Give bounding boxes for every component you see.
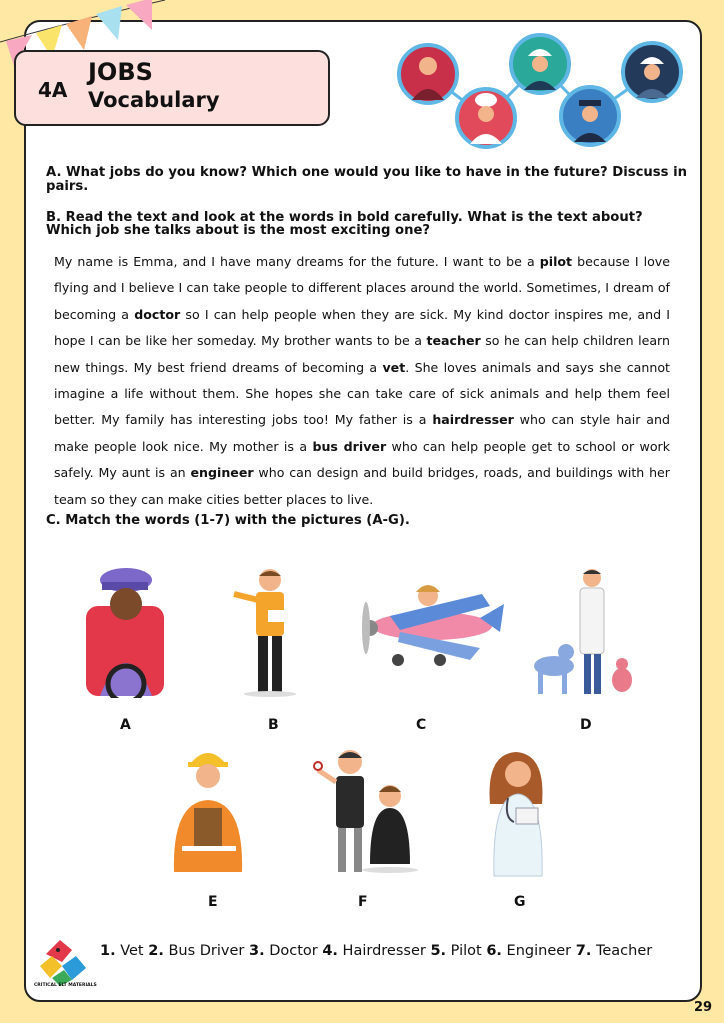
logo-text: CRITICAL ELT MATERIALS bbox=[34, 983, 97, 988]
bold-word-engineer: engineer bbox=[190, 465, 254, 481]
picture-label-b: B bbox=[268, 717, 279, 733]
picture-g-doctor bbox=[480, 744, 552, 878]
picture-f-hairdresser bbox=[310, 746, 422, 874]
reading-text: My name is Emma, and I have many dreams for the future. I want to be a pilot because I love flying and I believe I can take people to different places around the world. Sometimes, I dream of becoming a doctor so I can help people when they are sick. My kind doctor inspires me, and I hope I can be like her someday. My brother wants to be a teacher so he can help children learn new things. My best friend dreams of becoming a vet. She loves animals and says she cannot imagine a life without them. She hopes she can take care of sick animals and help them feel better. My family has interesting jobs too! My father is a hairdresser who can style hair and make people look nice. My mother is a bus driver who can help people get to school or work safely. My aunt is an engineer who can design and build bridges, roads, and buildings with her team so they can make cities better places to live. bbox=[54, 254, 670, 507]
picture-label-d: D bbox=[580, 717, 592, 733]
picture-label-c: C bbox=[416, 717, 427, 733]
bold-word-doctor: doctor bbox=[134, 306, 181, 322]
question-a: A. What jobs do you know? Which one would you like to have in the future? Discuss in pairs. bbox=[46, 165, 687, 194]
unit-code: 4A bbox=[38, 78, 68, 102]
picture-c-pilot bbox=[340, 570, 506, 674]
picture-label-a: A bbox=[120, 717, 131, 733]
question-b-line2: Which job she talks about is the most exciting one? bbox=[46, 223, 431, 238]
avatar-woman-icon bbox=[399, 45, 457, 103]
page-title: JOBS bbox=[88, 58, 153, 86]
picture-e-engineer bbox=[168, 746, 250, 874]
question-b-line1: B. Read the text and look at the words in bold carefully. What is the text about? bbox=[46, 210, 643, 225]
bold-word-vet: vet bbox=[382, 359, 406, 375]
avatar-chef-icon bbox=[457, 89, 515, 147]
critical-elt-logo-icon bbox=[32, 932, 92, 990]
page-subtitle: Vocabulary bbox=[88, 88, 220, 112]
job-avatars-illustration bbox=[390, 28, 690, 152]
picture-b-teacher bbox=[228, 566, 302, 698]
avatar-engineer-icon bbox=[511, 35, 569, 93]
unit-title-box bbox=[14, 50, 330, 126]
picture-label-e: E bbox=[208, 894, 218, 910]
answer-word-list: 1. Vet 2. Bus Driver 3. Doctor 4. Hairdresser 5. Pilot 6. Engineer 7. Teacher bbox=[100, 943, 653, 959]
picture-a-bus-driver bbox=[80, 566, 170, 698]
picture-label-f: F bbox=[358, 894, 368, 910]
picture-label-g: G bbox=[514, 894, 526, 910]
bold-word-bus-driver: bus driver bbox=[312, 438, 387, 454]
bold-word-teacher: teacher bbox=[426, 333, 481, 349]
picture-d-vet bbox=[526, 566, 636, 698]
page-number: 29 bbox=[694, 1000, 713, 1015]
bold-word-pilot: pilot bbox=[539, 254, 573, 269]
question-c: C. Match the words (1-7) with the pictures (A-G). bbox=[46, 513, 410, 528]
avatar-construction-worker-icon bbox=[623, 43, 681, 101]
bold-word-hairdresser: hairdresser bbox=[432, 412, 514, 428]
avatar-pilot-icon bbox=[561, 87, 619, 145]
